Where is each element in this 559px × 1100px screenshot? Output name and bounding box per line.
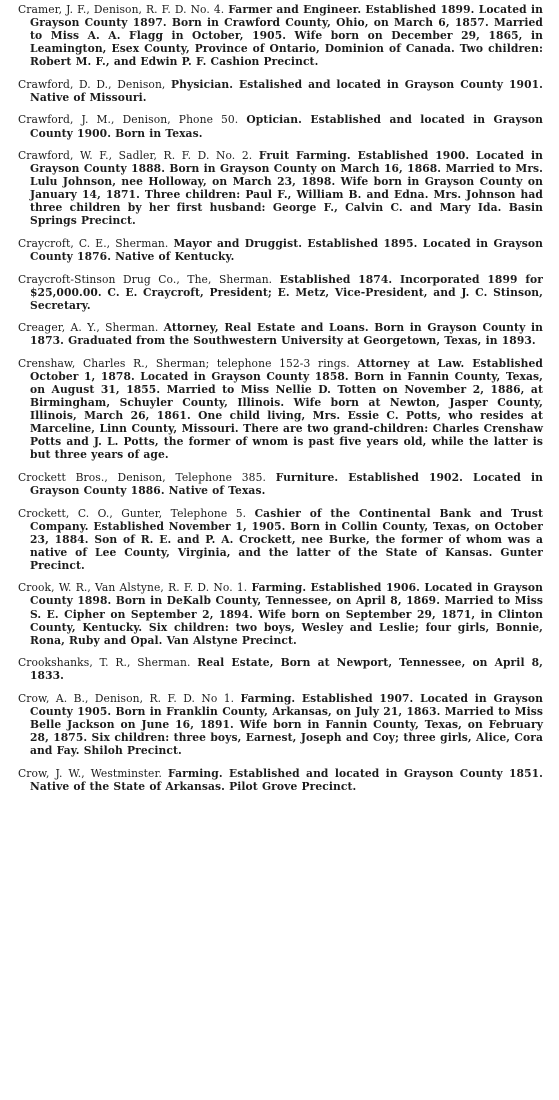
entry-text: Farmer and Engineer. Established 1899. Located in Grayson County 1897. Born in Crawford County, Ohio, on March 6, 1857. Married to Miss A. A. Flagg in October, 1905. Wife born on December 29, 1865, in Leamington, Esex County, Province of Ontario, Dominion of Canada. Two children: Robert M. F., and Edwin P. F. Cashion Precinct. <box>30 3 543 69</box>
directory-entry <box>18 113 543 139</box>
entry-text: Cashier of the Continental Bank and Trust Company. Established November 1, 1905. Born in Collin County, Texas, on October 23, 1884. Son of R. E. and P. A. Crockett, nee Burke, the former of whom was a native of Lee County, Virginia, and the latter of the State of Kansas. Gunter Precinct. <box>30 506 543 572</box>
entry-name: Crockett Bros., Denison, Telephone 385. <box>18 470 266 484</box>
entry-name: Craycroft-Stinson Drug Co., The, Sherman. <box>18 272 273 286</box>
entry-text: Established 1874. Incorporated 1899 for $25,000.00. C. E. Craycroft, President; E. Metz, Vice-President, and J. C. Stinson, Secretary. <box>30 272 543 312</box>
entry-name: Crow, J. W., Westminster. <box>18 766 162 780</box>
entry-name: Creager, A. Y., Sherman. <box>18 321 159 335</box>
directory-entry <box>18 692 543 757</box>
entry-text: Attorney, Real Estate and Loans. Born in Grayson County in 1873. Graduated from the Southwestern University at Georgetown, Texas, in 1893. <box>30 321 543 348</box>
entry-name: Crawford, D. D., Denison, <box>18 77 166 91</box>
entry-text: Furniture. Established 1902. Located in Grayson County 1886. Native of Texas. <box>30 470 544 498</box>
entry-name: Crow, A. B., Denison, R. F. D. No 1. <box>18 691 235 705</box>
entry-name: Craycroft, C. E., Sherman. <box>18 236 169 250</box>
entry-text: Farming. Established 1906. Located in Grayson County 1898. Born in DeKalb County, Tennessee, on April 8, 1869. Married to Miss S. E. Cipher on September 2, 1894. Wife born on September 29, 1871, in Clinton County, Kentucky. Six children: two boys, Wesley and Leslie; four girls, Bonnie, Rona, Ruby and Opal. Van Alstyne Precinct. <box>30 581 543 647</box>
directory-entry <box>18 767 543 793</box>
entry-text: Physician. Estalished and located in Grayson County 1901. Native of Missouri. <box>30 77 543 104</box>
directory-entry <box>18 321 543 347</box>
directory-entry <box>18 273 543 312</box>
entry-name: Crockett, C. O., Gunter, Telephone 5. <box>18 506 247 520</box>
directory-entry <box>18 149 543 228</box>
directory-entry <box>18 471 543 497</box>
directory-entry <box>18 78 543 104</box>
entry-name: Crook, W. R., Van Alstyne, R. F. D. No. 1. <box>18 581 248 595</box>
entry-text: Mayor and Druggist. Established 1895. Located in Grayson County 1876. Native of Kentucky. <box>30 236 543 264</box>
entry-text: Attorney at Law. Established October 1, 1878. Located in Grayson County 1858. Born in Fannin County, Texas, on August 31, 1855. Married to Miss Nellie D. Totten on November 2, 1886, at Birmingham, Schuyler County, Illinois. Wife born at Newton, Jasper County, Illinois, March 26, 1861. One child living, Mrs. Essie C. Potts, who resides at Marceline, Linn County, Missouri. There are two grand-children: Charles Crenshaw Potts and J. L. Potts, the former of wnom is past five years old, while the latter is but three years of age. <box>30 356 544 462</box>
directory-entry <box>18 507 543 572</box>
entry-text: Farming. Established and located in Grayson County 1851. Native of the State of Arkansas. Pilot Grove Precinct. <box>30 766 543 793</box>
entry-text: Fruit Farming. Established 1900. Located in Grayson County 1888. Born in Grayson County on March 16, 1868. Married to Mrs. Lulu Johnson, nee Holloway, on March 23, 1898. Wife born in Grayson County on January 14, 1871. Three children: Paul F., William B. and Edna. Mrs. Johnson had three children by her first husband: George F., Calvin C. and Mary Ida. Basin Springs Precinct. <box>30 149 543 228</box>
entry-name: Crawford, W. F., Sadler, R. F. D. No. 2. <box>18 149 253 163</box>
entry-name: Crookshanks, T. R., Sherman. <box>18 656 191 670</box>
directory-entry <box>18 357 543 462</box>
entry-name: Crawford, J. M., Denison, Phone 50. <box>18 113 239 127</box>
entry-name: Crenshaw, Charles R., Sherman; telephone 152-3 rings. <box>18 356 350 370</box>
directory-entry <box>18 3 543 68</box>
entry-text: Farming. Established 1907. Located in Grayson County 1905. Born in Franklin County, Arkansas, on July 21, 1863. Married to Miss Belle Jackson on June 16, 1891. Wife born in Fannin County, Texas, on February 28, 1875. Six children: three boys, Earnest, Joseph and Coy; three girls, Alice, Cora and Fay. Shiloh Precinct. <box>30 691 543 758</box>
entry-text: Real Estate, Born at Newport, Tennessee, on April 8, 1833. <box>30 656 543 683</box>
directory-entry <box>18 656 543 682</box>
directory-entry <box>18 237 543 263</box>
directory-entry <box>18 581 543 646</box>
entry-text: Optician. Established and located in Grayson County 1900. Born in Texas. <box>30 113 543 140</box>
entry-name: Cramer, J. F., Denison, R. F. D. No. 4. <box>18 3 225 16</box>
